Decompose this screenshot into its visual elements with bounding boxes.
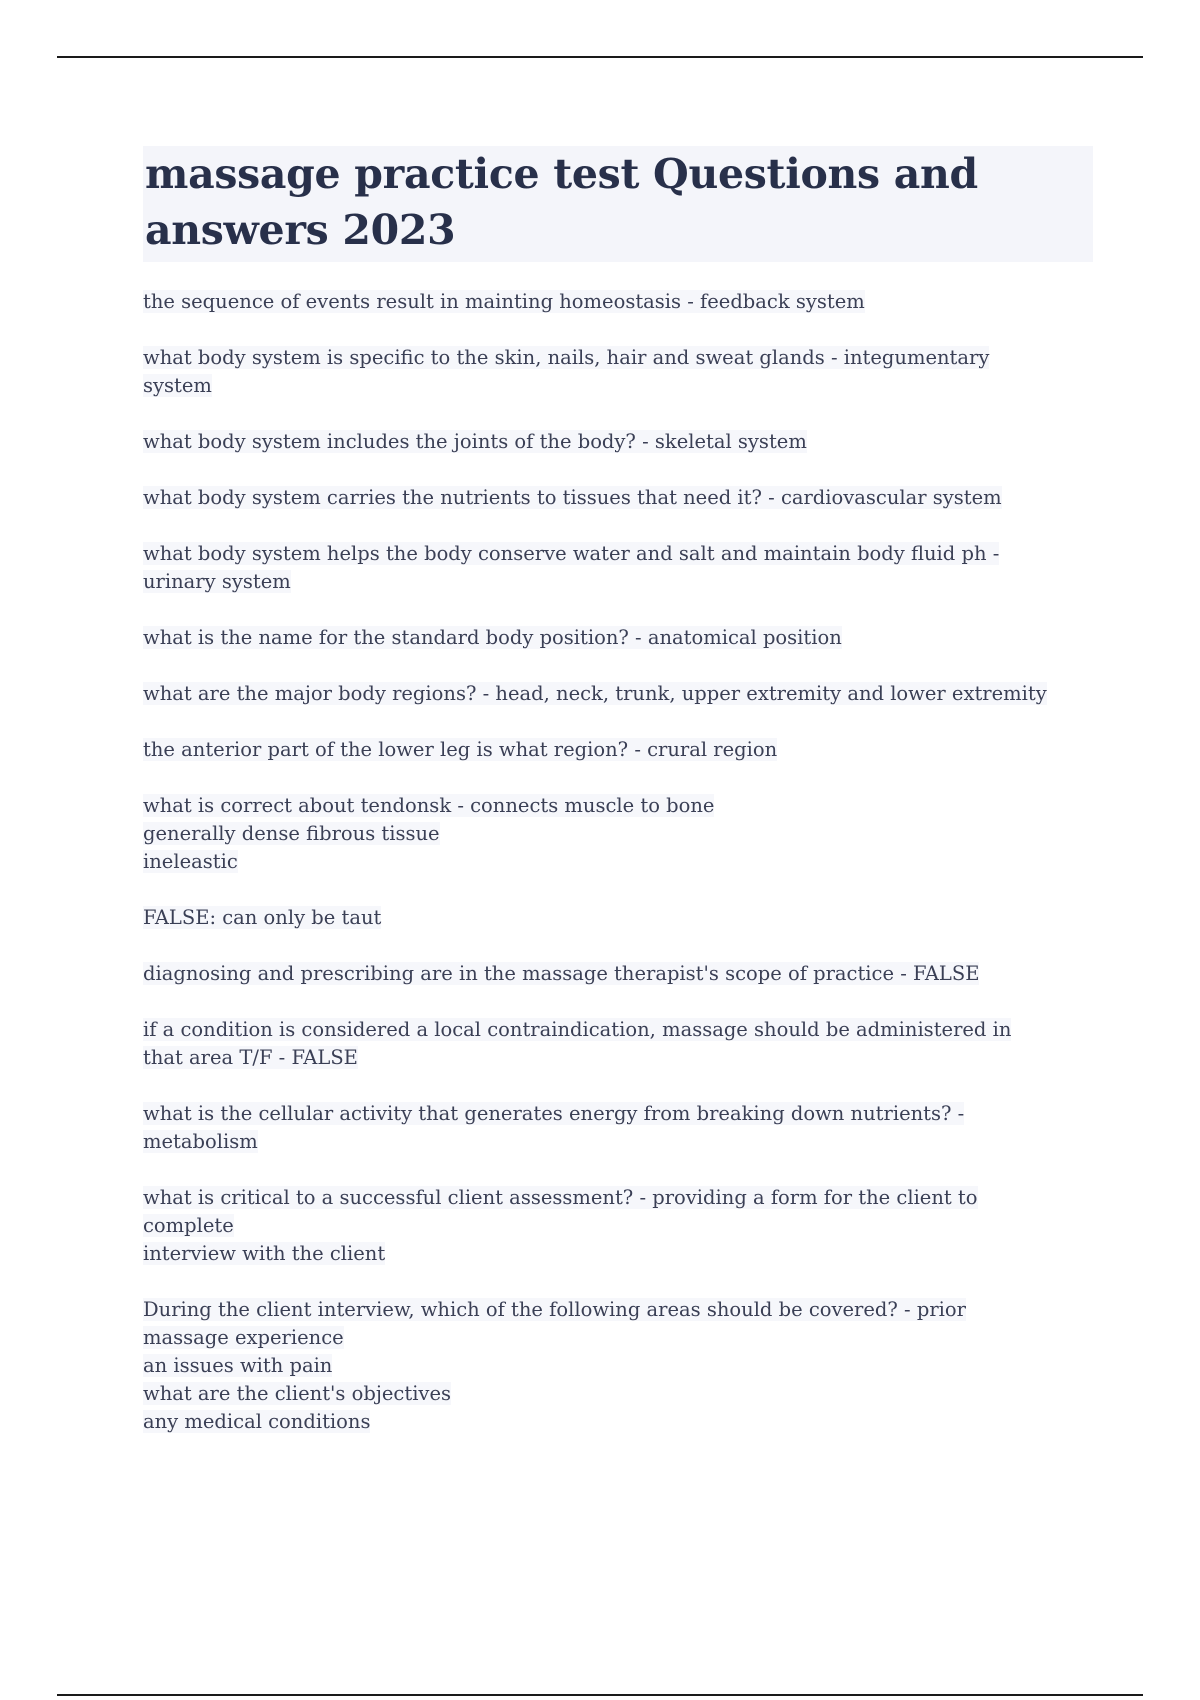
qa-entry [143,792,1093,876]
qa-entry [143,736,1093,764]
qa-text: what body system is specific to the skin, nails, hair and sweat glands - integumentary [143,346,990,369]
qa-text: urinary system [143,570,291,593]
qa-text: interview with the client [143,1242,386,1265]
qa-line [143,1016,1093,1044]
document-body [143,146,1093,1464]
qa-text: ineleastic [143,850,238,873]
qa-entry [143,960,1093,988]
qa-entry [143,288,1093,316]
qa-entry [143,624,1093,652]
qa-line [143,736,1093,764]
qa-line [143,288,1093,316]
qa-entry [143,1100,1093,1156]
qa-line [143,1044,1093,1072]
qa-text: what are the client's objectives [143,1382,451,1405]
qa-text: what body system carries the nutrients to tissues that need it? - cardiovascular system [143,486,1002,509]
qa-line [143,1184,1093,1212]
qa-line [143,1100,1093,1128]
qa-line [143,1324,1093,1352]
qa-text: what is the name for the standard body position? - anatomical position [143,626,842,649]
qa-line [143,820,1093,848]
qa-text: any medical conditions [143,1410,371,1433]
qa-text: the sequence of events result in mainting homeostasis - feedback system [143,290,865,313]
qa-line [143,1352,1093,1380]
qa-text: massage experience [143,1326,344,1349]
qa-line [143,1380,1093,1408]
qa-text: what body system helps the body conserve water and salt and maintain body fluid ph - [143,542,1000,565]
qa-text: what are the major body regions? - head, neck, trunk, upper extremity and lower extremity [143,682,1047,705]
qa-text: if a condition is considered a local contraindication, massage should be administered in [143,1018,1012,1041]
qa-list [143,288,1093,1436]
qa-text: the anterior part of the lower leg is what region? - crural region [143,738,778,761]
qa-line [143,540,1093,568]
qa-entry [143,1016,1093,1072]
qa-line [143,568,1093,596]
qa-entry [143,680,1093,708]
qa-text: metabolism [143,1130,258,1153]
document-title: massage practice test Questions and answers 2023 [145,150,978,254]
qa-line [143,848,1093,876]
qa-line [143,1212,1093,1240]
top-rule [57,56,1143,58]
qa-line [143,344,1093,372]
qa-text: what is the cellular activity that generates energy from breaking down nutrients? - [143,1102,965,1125]
qa-entry [143,484,1093,512]
qa-entry [143,904,1093,932]
qa-entry [143,1296,1093,1436]
qa-text: that area T/F - FALSE [143,1046,358,1069]
qa-line [143,1408,1093,1436]
bottom-rule [57,1694,1143,1696]
qa-text: complete [143,1214,234,1237]
qa-text: what is correct about tendonsk - connects muscle to bone [143,794,715,817]
qa-line [143,1240,1093,1268]
qa-line [143,904,1093,932]
qa-line [143,1296,1093,1324]
title-block [143,146,1093,262]
qa-line [143,484,1093,512]
qa-text: what body system includes the joints of the body? - skeletal system [143,430,807,453]
qa-text: FALSE: can only be taut [143,906,382,929]
qa-text: diagnosing and prescribing are in the massage therapist's scope of practice - FALSE [143,962,980,985]
qa-text: During the client interview, which of the following areas should be covered? - prior [143,1298,966,1321]
qa-entry [143,344,1093,400]
qa-line [143,428,1093,456]
qa-line [143,372,1093,400]
qa-text: system [143,374,212,397]
qa-entry [143,428,1093,456]
qa-text: what is critical to a successful client assessment? - providing a form for the client to [143,1186,978,1209]
qa-line [143,624,1093,652]
qa-entry [143,540,1093,596]
qa-line [143,680,1093,708]
qa-line [143,1128,1093,1156]
qa-line [143,792,1093,820]
qa-line [143,960,1093,988]
qa-entry [143,1184,1093,1268]
qa-text: an issues with pain [143,1354,333,1377]
qa-text: generally dense fibrous tissue [143,822,440,845]
